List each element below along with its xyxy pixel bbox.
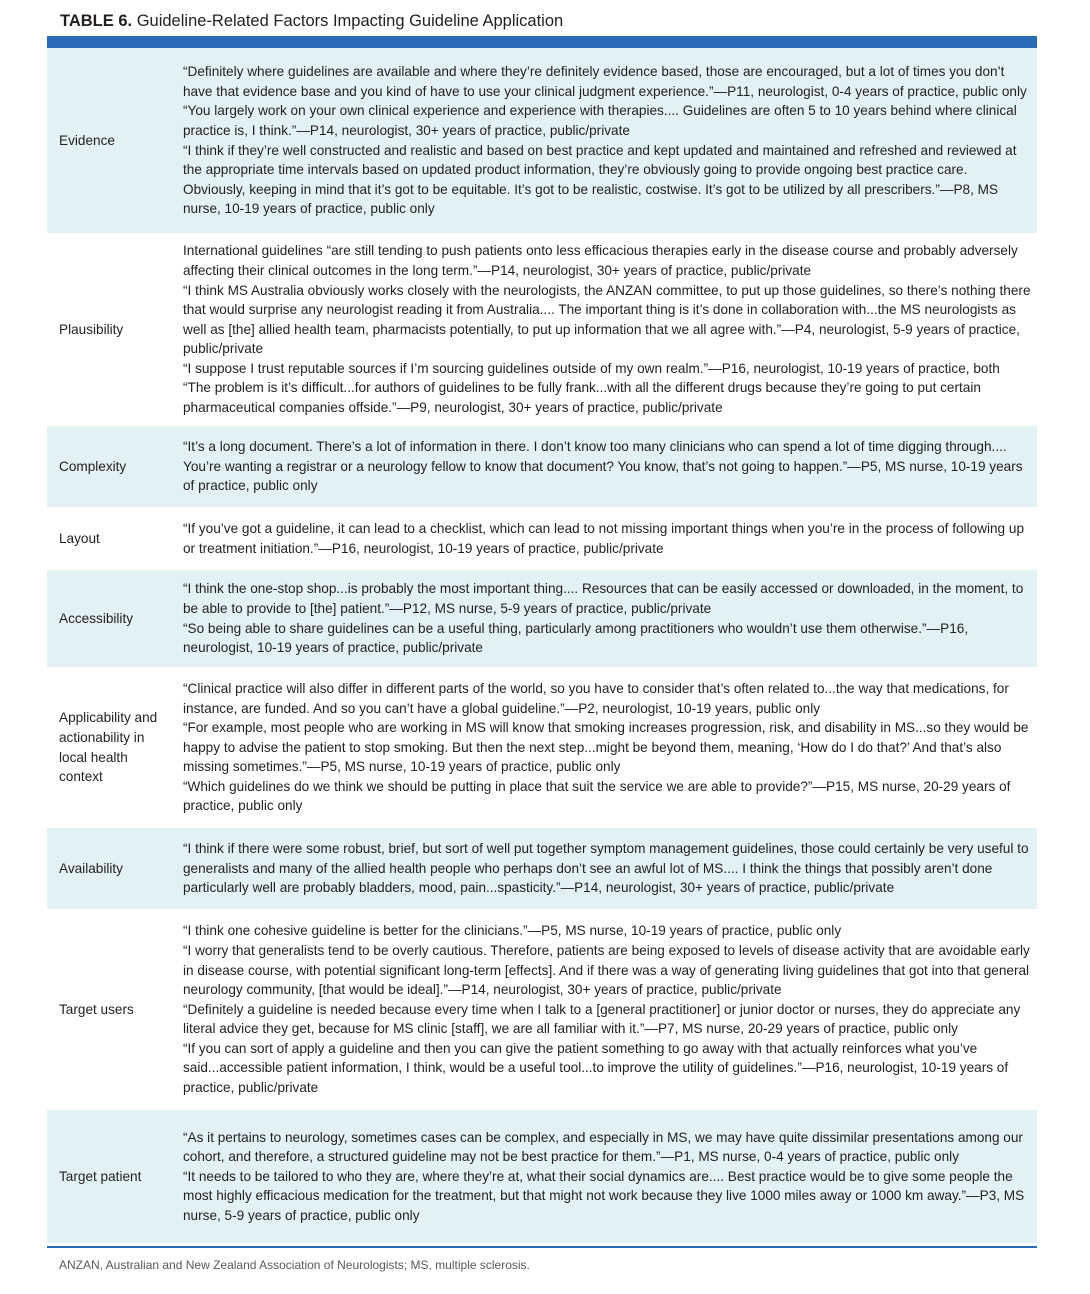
- quote: “I think MS Australia obviously works closely with the neurologists, the ANZAN committee, to put up those guidelines, so there’s nothing there that would surprise any neurologist reading it from Australia.... The important thing is it’s done in collaboration with...the MS neurologists as well as [the] allied health team, pharmacists potentially, to put up information that we all agree with.”—P4, neurologist, 5-9 years of practice, public/private: [183, 282, 1031, 357]
- factor-label: Layout: [59, 530, 100, 546]
- factor-cell: [47, 48, 171, 233]
- quote: “I think if there were some robust, brief, but sort of well put together symptom management guidelines, those could certainly be very useful to generalists and many of the allied health people who perhaps don’t see an awful lot of MS.... I think the things that possibly aren’t done particularly well are probably bladders, mood, pain...spasticity.”—P14, neurologist, 30+ years of practice, public/private: [183, 841, 1029, 896]
- quote: “I think if they’re well constructed and realistic and based on best practice and kept updated and maintained and refreshed and reviewed at the appropriate time intervals based on updated product information, they’re obviously going to provide ongoing best practice care. Obviously, keeping in mind that it’s got to be equitable. It’s got to be realistic, costwise. It’s got to be utilized by all prescribers.”—P8, MS nurse, 10-19 years of practice, public only: [183, 142, 1017, 217]
- factor-cell: [47, 234, 171, 425]
- factor-label: Availability: [59, 860, 123, 876]
- table-row: [47, 508, 1037, 570]
- table-bottom-rule: [47, 1246, 1037, 1248]
- factor-cell: [47, 508, 171, 569]
- factor-cell: [47, 570, 171, 667]
- quote: “Definitely where guidelines are available and where they’re definitely evidence based, those are encouraged, but a lot of times you don’t have that evidence base and you kind of have to use your clinical judgment experience.”—P11, neurologist, 0-4 years of practice, public only: [183, 64, 1027, 99]
- quote: “It needs to be tailored to who they are, where they’re at, what their social dynamics are.... Best practice would be to give some people the most highly efficacious medication for the treatment, but that might not work because they live 1000 miles away or 1000 km away.”—P3, MS nurse, 5-9 years of practice, public only: [183, 1168, 1025, 1223]
- factor-label: Accessibility: [59, 610, 134, 626]
- quote: “Clinical practice will also differ in different parts of the world, so you have to consider that’s often related to...the way that medications, for instance, are funded. And so you can’t have a global guideline.”—P2, neurologist, 10-19 years, public only: [183, 680, 1009, 716]
- quote: “For example, most people who are working in MS will know that smoking increases progression, risk, and disability in MS...so they would be happy to advise the patient to stop smoking. But then the next step...might be beyond them, meaning, ‘How do I do that?’ And that’s also missing sometimes.”—P5, MS nurse, 10-19 years of practice, public only: [183, 720, 1029, 775]
- quote: “The problem is it’s difficult...for authors of guidelines to be fully frank...with all the different drugs because they’re going to put certain pharmaceutical companies offside.”—P9, neurologist, 30+ years of practice, public/private: [183, 380, 981, 416]
- quote: “I worry that generalists tend to be overly cautious. Therefore, patients are being exposed to levels of disease activity that are avoidable early in disease course, with potential significant long-term [effects]. And if there was a way of generating living guidelines that got into that general neurology community, [that would be ideal].”—P14, neurologist, 30+ years of practice, public/private: [183, 942, 1030, 998]
- table-row: [47, 48, 1037, 234]
- quote: “If you’ve got a guideline, it can lead to a checklist, which can lead to not missing important things when you’re in the process of following up or treatment initiation.”—P16, neurologist, 10-19 years of practice, public/private: [183, 520, 1025, 556]
- quote: “It’s a long document. There’s a lot of information in there. I don’t know too many clinicians who can spend a lot of time digging through.... You’re wanting a registrar or a neurology fellow to know that document? You know, that’s not going to happen.”—P5, MS nurse, 10-19 years of practice, public only: [183, 439, 1023, 494]
- quotes-cell: [171, 1110, 1037, 1243]
- table-header-bar: [47, 36, 1037, 48]
- quote: “You largely work on your own clinical experience and experience with therapies.... Guidelines are often 5 to 10 years behind where clinical practice is, I think.”—P14, neurologist, 30+ years of practice, public/private: [183, 103, 1017, 138]
- factor-cell: [47, 828, 171, 909]
- quotes-cell: [171, 910, 1037, 1109]
- quotes-cell: [171, 426, 1037, 507]
- factor-cell: [47, 910, 171, 1109]
- table-row: [47, 1110, 1037, 1244]
- factor-label: Complexity: [59, 458, 127, 474]
- factor-label: Target patient: [59, 1168, 142, 1184]
- quotes-cell: [171, 668, 1037, 827]
- table-row: [47, 234, 1037, 426]
- factors-table: [47, 48, 1037, 1244]
- table-row: [47, 668, 1037, 828]
- factor-label: Plausibility: [59, 321, 124, 337]
- factor-label: Evidence: [59, 132, 115, 148]
- table-number: TABLE 6.: [60, 12, 133, 30]
- table-row: [47, 828, 1037, 910]
- quote: International guidelines “are still tending to push patients onto less efficacious therapies early in the disease course and probably adversely affecting their clinical outcomes in the long term.”—P14, neurologist, 30+ years of practice, public/private: [183, 243, 1018, 278]
- quote: “Which guidelines do we think we should be putting in place that suit the service we are able to provide?”—P15, MS nurse, 20-29 years of practice, public only: [183, 778, 1011, 814]
- quote: “As it pertains to neurology, sometimes cases can be complex, and especially in MS, we may have quite dissimilar presentations among our cohort, and therefore, a structured guideline may not be best practice for them.”—P1, MS nurse, 0-4 years of practice, public only: [183, 1129, 1023, 1165]
- table-caption: Guideline-Related Factors Impacting Guideline Application: [132, 12, 564, 30]
- factor-cell: [47, 1110, 171, 1243]
- quotes-cell: [171, 234, 1037, 425]
- quotes-cell: [171, 48, 1037, 233]
- quote: “If you can sort of apply a guideline and then you can give the patient something to go away with that actually reinforces what you’ve said...accessible patient information, I think, would be a useful tool...to improve the utility of guidelines.”—P16, neurologist, 10-19 years of practice, public/private: [183, 1040, 1009, 1096]
- factor-cell: [47, 426, 171, 507]
- quote: “I think the one-stop shop...is probably the most important thing.... Resources that can be easily accessed or downloaded, in the moment, to be able to provide to [the] patient.”—P12, MS nurse, 5-9 years of practice, public/private: [183, 581, 1024, 616]
- table-row: [47, 426, 1037, 508]
- table-row: [47, 910, 1037, 1110]
- factor-label: Applicability and actionability in local health context: [59, 710, 158, 785]
- quote: “I suppose I trust reputable sources if I’m sourcing guidelines outside of my own realm.”—P16, neurologist, 10-19 years of practice, both: [183, 360, 1000, 376]
- quotes-cell: [171, 508, 1037, 569]
- factor-label: Target users: [59, 1001, 134, 1017]
- quotes-cell: [171, 828, 1037, 909]
- table-title: [60, 10, 563, 32]
- quote: “So being able to share guidelines can be a useful thing, particularly among practitioners who wouldn’t use them otherwise.”—P16, neurologist, 10-19 years of practice, public/private: [183, 620, 969, 656]
- table-footnote: ANZAN, Australian and New Zealand Association of Neurologists; MS, multiple sclerosis.: [59, 1258, 530, 1272]
- quote: “Definitely a guideline is needed because every time when I talk to a [general practitioner] or junior doctor or nurses, they do appreciate any literal advice they get, because for MS clinic [staff], we are all familiar with it.”—P7, MS nurse, 20-29 years of practice, public only: [183, 1001, 1021, 1037]
- quote: “I think one cohesive guideline is better for the clinicians.”—P5, MS nurse, 10-19 years of practice, public only: [183, 923, 842, 939]
- factor-cell: [47, 668, 171, 827]
- quotes-cell: [171, 570, 1037, 667]
- table-row: [47, 570, 1037, 668]
